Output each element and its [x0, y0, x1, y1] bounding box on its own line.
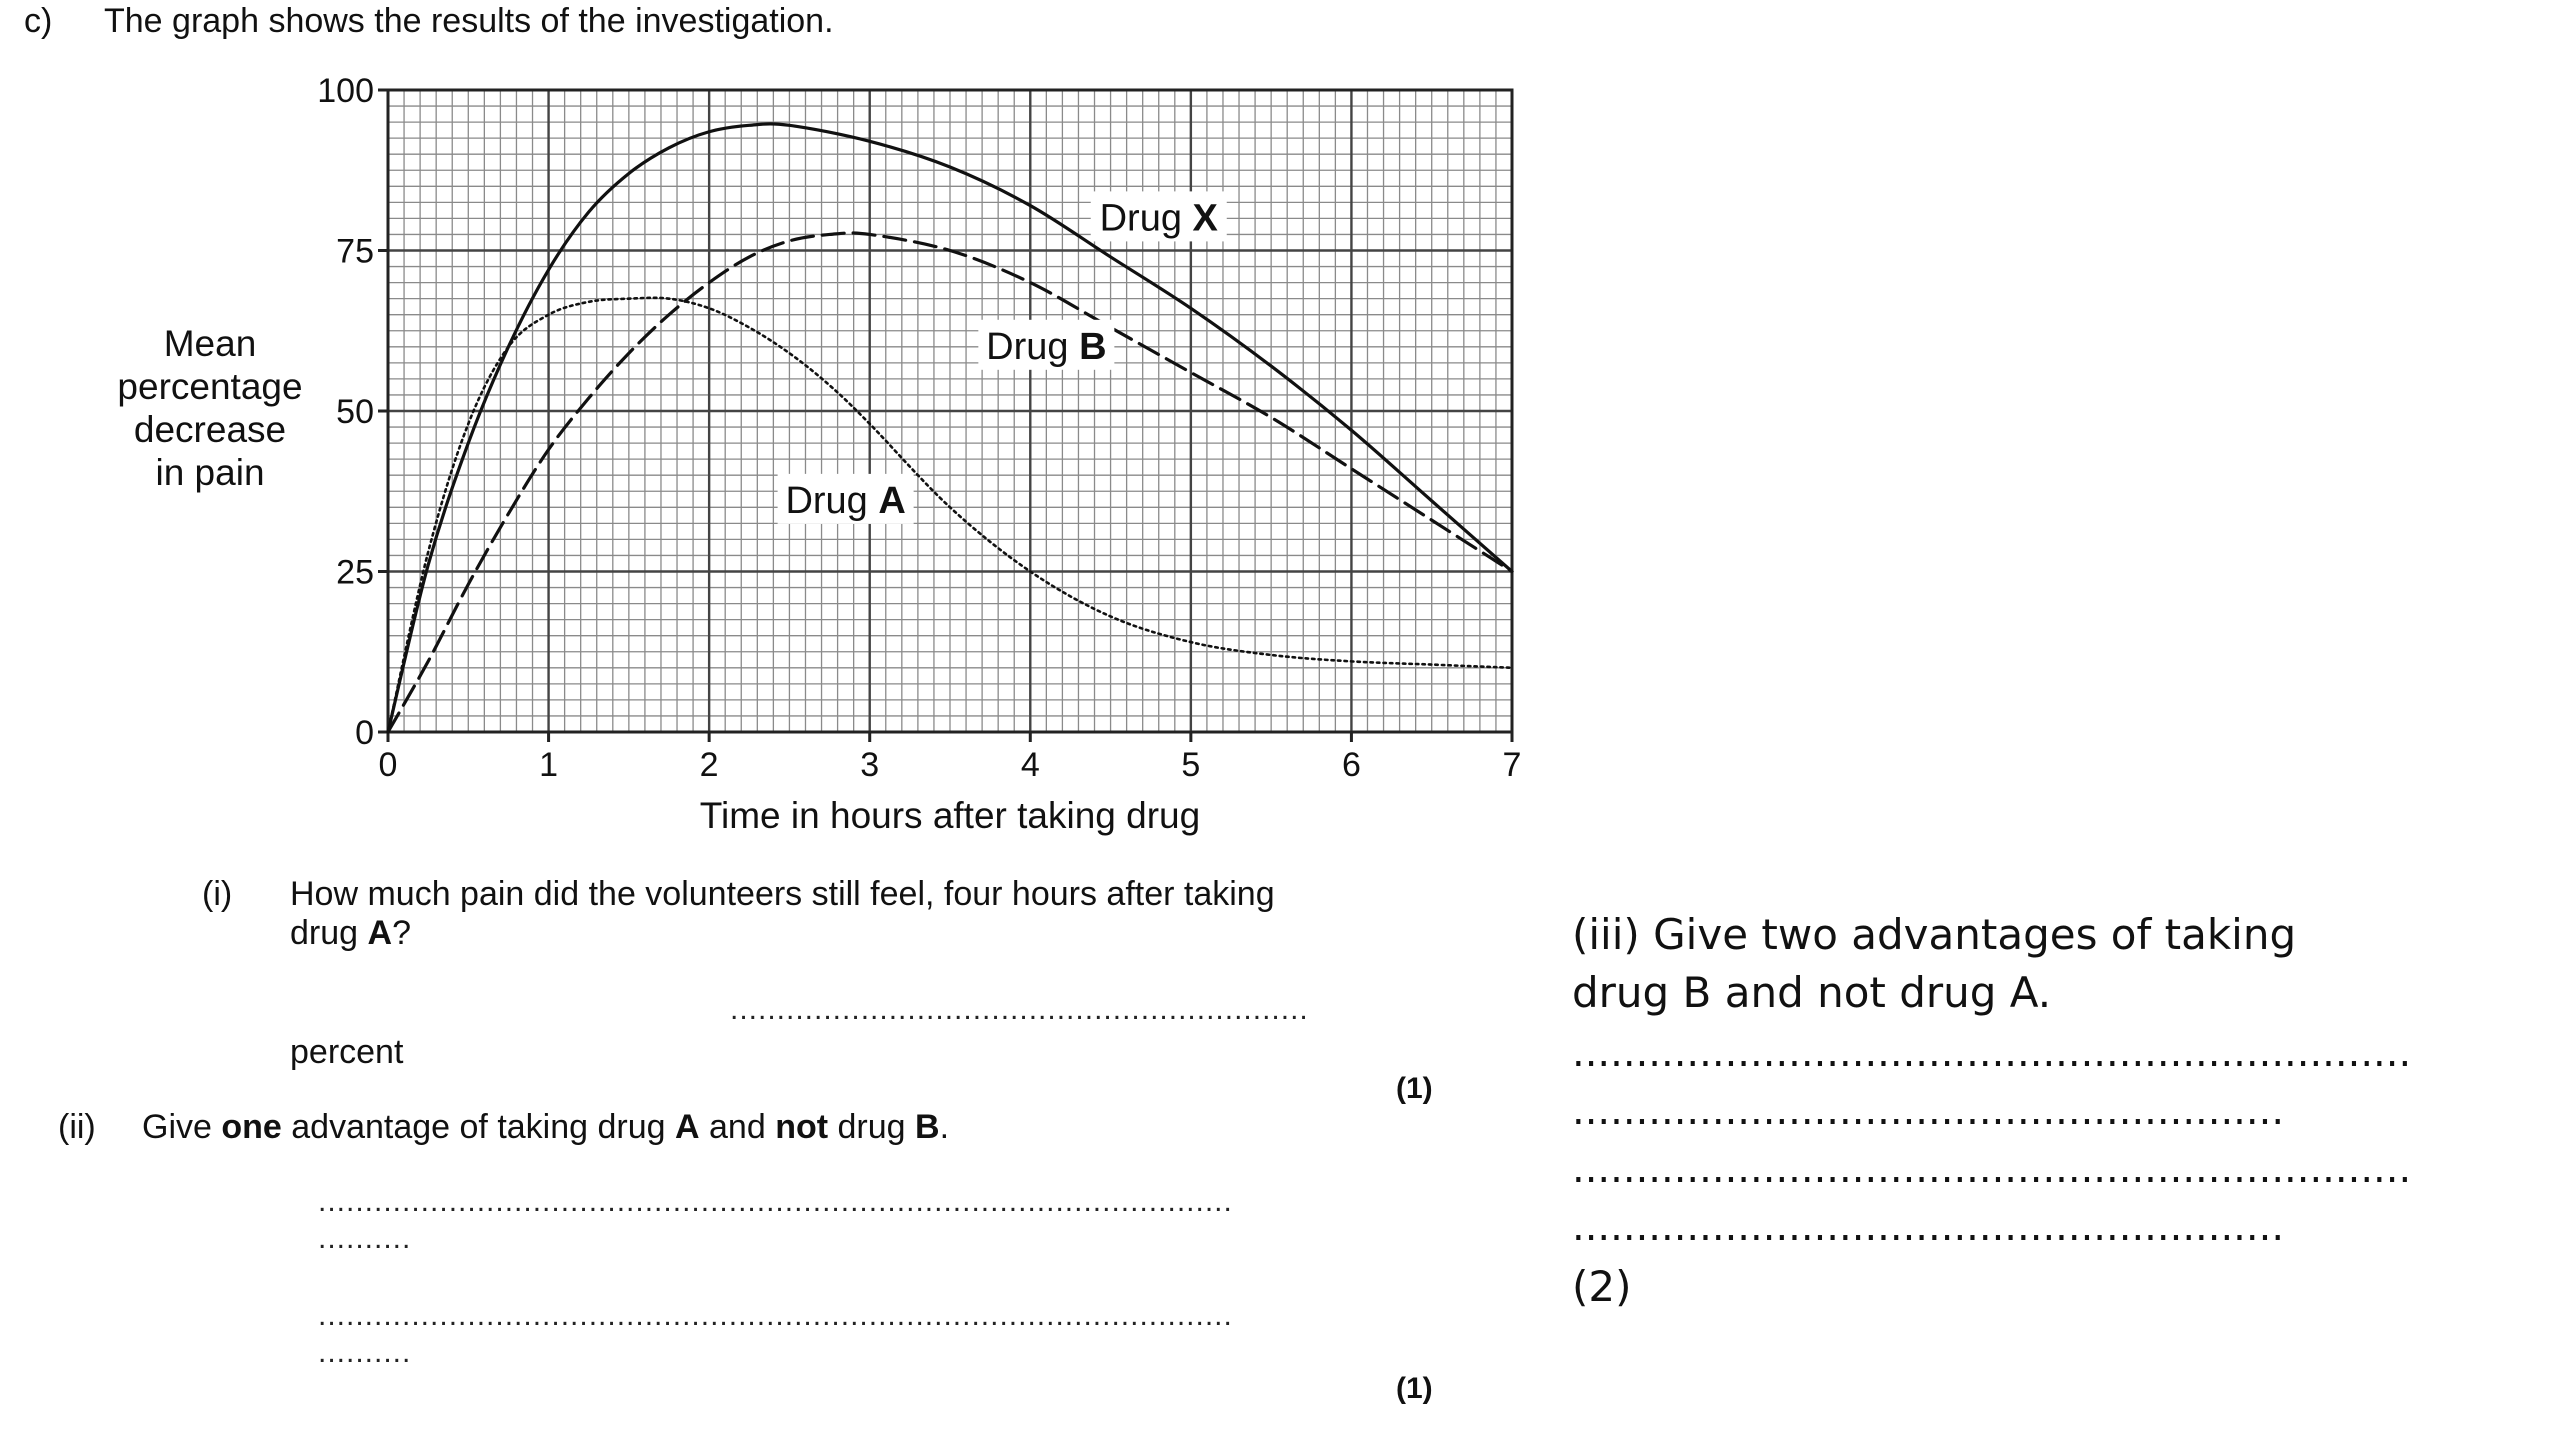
- x-tick-label: 7: [1502, 746, 1522, 784]
- x-tick-label: 4: [1020, 746, 1040, 784]
- question-part-label: c): [24, 2, 53, 40]
- question-number: (ii): [58, 1108, 96, 1146]
- answer-line[interactable]: ..................................................................................................: [318, 1185, 1233, 1218]
- x-axis-label: Time in hours after taking drug: [699, 795, 1201, 836]
- y-tick-label: 75: [336, 232, 374, 271]
- y-axis-label-line: percentage: [117, 366, 303, 407]
- x-tick-label: 3: [860, 746, 880, 784]
- series-label-drug-b: Drug B: [986, 325, 1107, 368]
- x-tick-label: 0: [378, 746, 398, 784]
- question-text: Give one advantage of taking drug A and not drug B.: [142, 1108, 950, 1146]
- y-axis-label-line: in pain: [155, 452, 265, 493]
- y-tick-label: 100: [317, 72, 374, 110]
- answer-line[interactable]: ........................................................: [1572, 1088, 2285, 1134]
- answer-line[interactable]: ..............................................................: [730, 993, 1309, 1026]
- question-text: (iii) Give two advantages of taking: [1572, 910, 2297, 959]
- marks-indicator: (1): [1396, 1372, 1433, 1405]
- y-axis-label-line: Mean: [163, 323, 257, 364]
- answer-line[interactable]: ..................................................................: [1572, 1030, 2412, 1076]
- y-tick-label: 0: [355, 714, 374, 752]
- question-number: (i): [202, 875, 233, 913]
- marks-indicator: (1): [1396, 1072, 1433, 1105]
- x-tick-label: 6: [1341, 746, 1361, 784]
- answer-line-continuation[interactable]: ..........: [318, 1222, 412, 1255]
- answer-line[interactable]: ..................................................................: [1572, 1146, 2412, 1192]
- intro-text: The graph shows the results of the investigation.: [104, 2, 834, 40]
- question-text: How much pain did the volunteers still feel, four hours after taking: [290, 875, 1275, 913]
- series-label-drug-a: Drug A: [785, 479, 906, 522]
- x-tick-label: 2: [699, 746, 719, 784]
- y-axis-label-line: decrease: [133, 409, 287, 450]
- answer-unit: percent: [290, 1033, 404, 1071]
- question-text-line2: drug B and not drug A.: [1572, 968, 2052, 1017]
- answer-line-continuation[interactable]: ..........: [318, 1336, 412, 1369]
- question-text-line2: drug A?: [290, 914, 411, 952]
- x-tick-label: 1: [539, 746, 559, 784]
- answer-line[interactable]: ........................................................: [1572, 1204, 2285, 1250]
- series-label-drug-x: Drug X: [1099, 197, 1218, 240]
- y-tick-label: 25: [336, 553, 374, 592]
- x-tick-label: 5: [1181, 746, 1201, 784]
- y-tick-label: 50: [336, 393, 374, 431]
- marks-indicator: (2): [1572, 1262, 1632, 1311]
- answer-line[interactable]: ..................................................................................................: [318, 1299, 1233, 1332]
